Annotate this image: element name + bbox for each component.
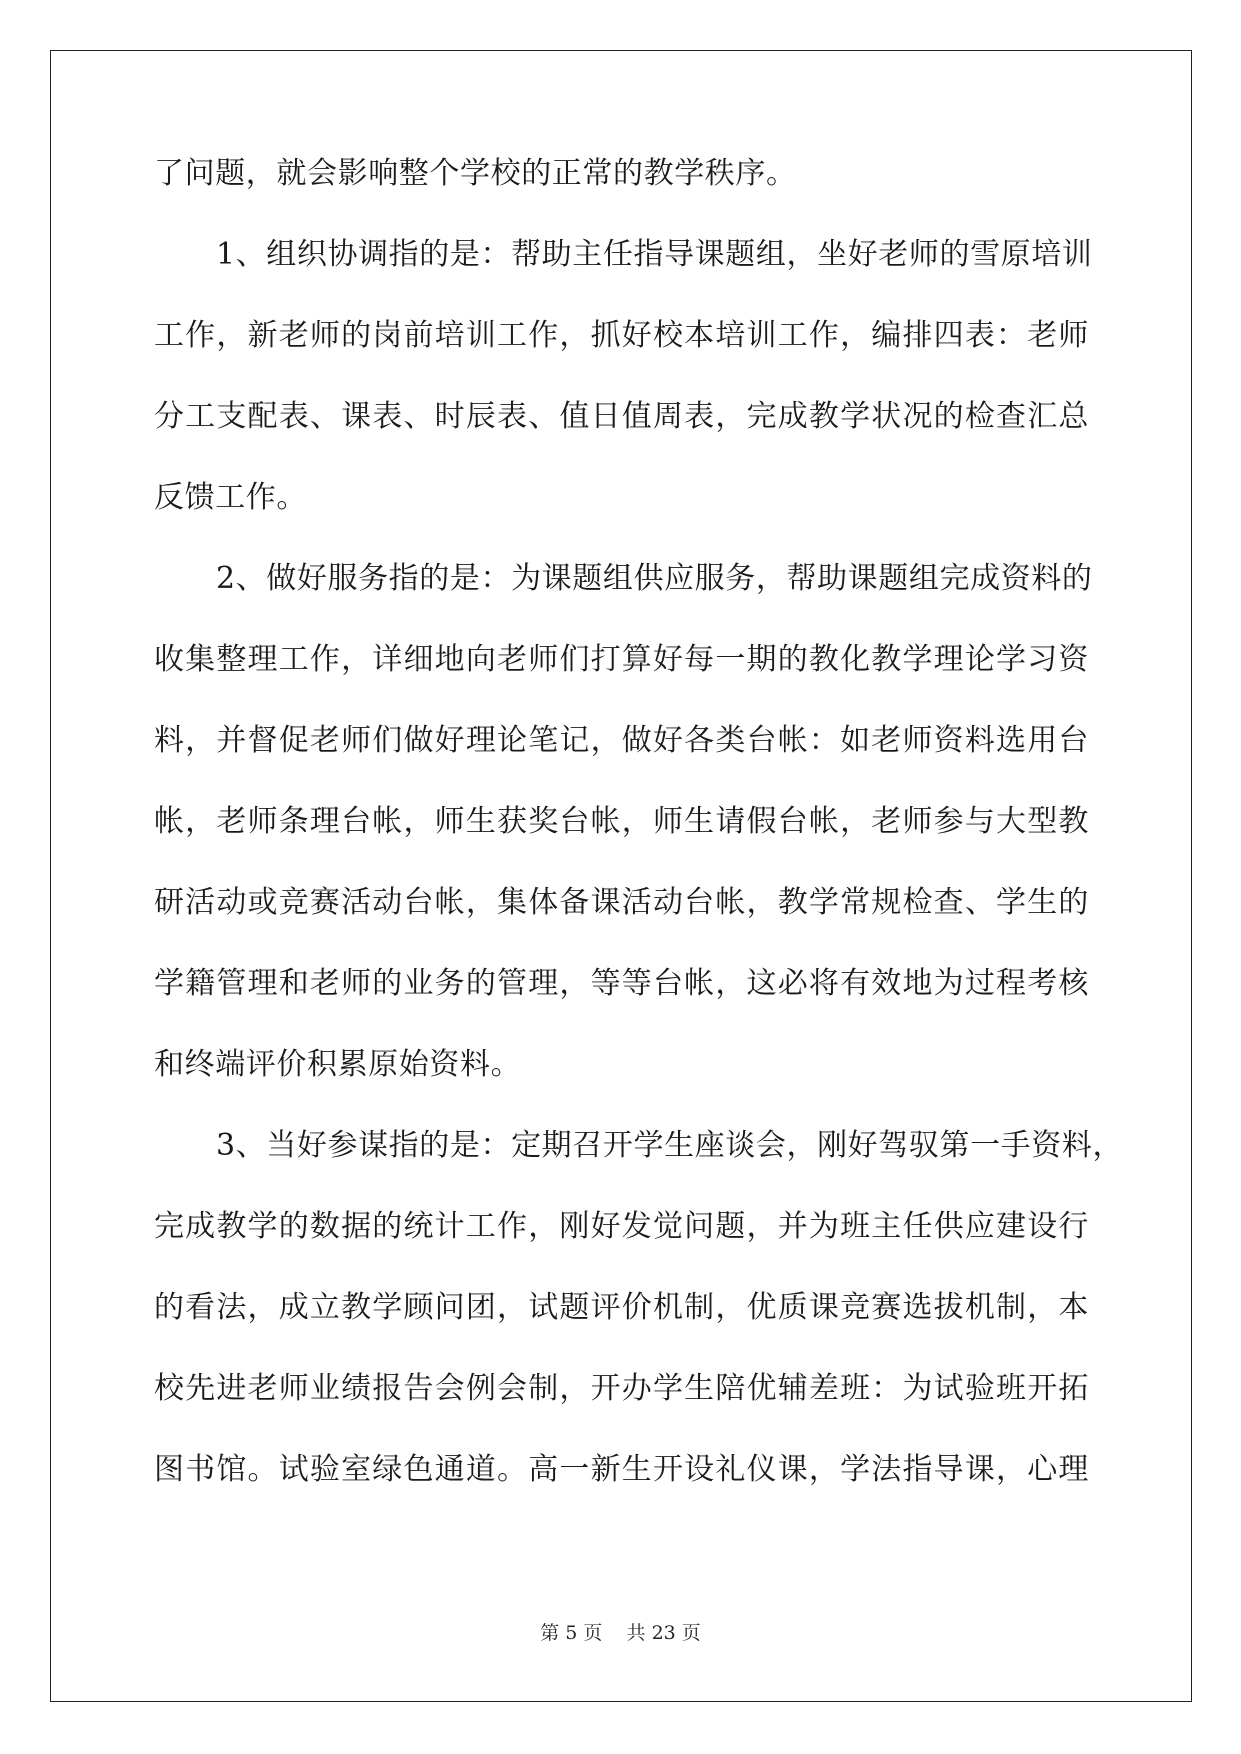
text-line: 了问题，就会影响整个学校的正常的教学秩序。: [154, 156, 797, 191]
text-line: 料，并督促老师们做好理论笔记，做好各类台帐：如老师资料选用台: [154, 723, 1089, 758]
text-line: 图书馆。试验室绿色通道。高一新生开设礼仪课，学法指导课，心理: [154, 1452, 1089, 1487]
text-line: 帐，老师条理台帐，师生获奖台帐，师生请假台帐，老师参与大型教: [154, 804, 1089, 839]
text-line: 工作，新老师的岗前培训工作，抓好校本培训工作，编排四表：老师: [154, 318, 1089, 353]
text-line: 1、组织协调指的是：帮助主任指导课题组，坐好老师的雪原培训: [216, 237, 1093, 272]
text-line: 和终端评价积累原始资料。: [154, 1047, 522, 1082]
text-line: 3、当好参谋指的是：定期召开学生座谈会，刚好驾驭第一手资料，: [216, 1128, 1124, 1163]
text-line: 反馈工作。: [154, 480, 307, 515]
text-line: 收集整理工作，详细地向老师们打算好每一期的教化教学理论学习资: [154, 642, 1089, 677]
text-line: 研活动或竞赛活动台帐，集体备课活动台帐，教学常规检查、学生的: [154, 885, 1089, 920]
text-line: 学籍管理和老师的业务的管理，等等台帐，这必将有效地为过程考核: [154, 966, 1089, 1001]
text-line: 分工支配表、课表、时辰表、值日值周表，完成教学状况的检查汇总: [154, 399, 1089, 434]
text-line: 校先进老师业绩报告会例会制，开办学生陪优辅差班：为试验班开拓: [154, 1371, 1089, 1406]
document-body: [154, 156, 1124, 1536]
text-line: 完成教学的数据的统计工作，刚好发觉问题，并为班主任供应建设行: [154, 1209, 1089, 1244]
page-number-footer: 第 5 页 共 23 页: [540, 1622, 701, 1644]
text-line: 的看法，成立教学顾问团，试题评价机制，优质课竞赛选拔机制，本: [154, 1290, 1089, 1325]
text-line: 2、做好服务指的是：为课题组供应服务，帮助课题组完成资料的: [216, 561, 1093, 596]
